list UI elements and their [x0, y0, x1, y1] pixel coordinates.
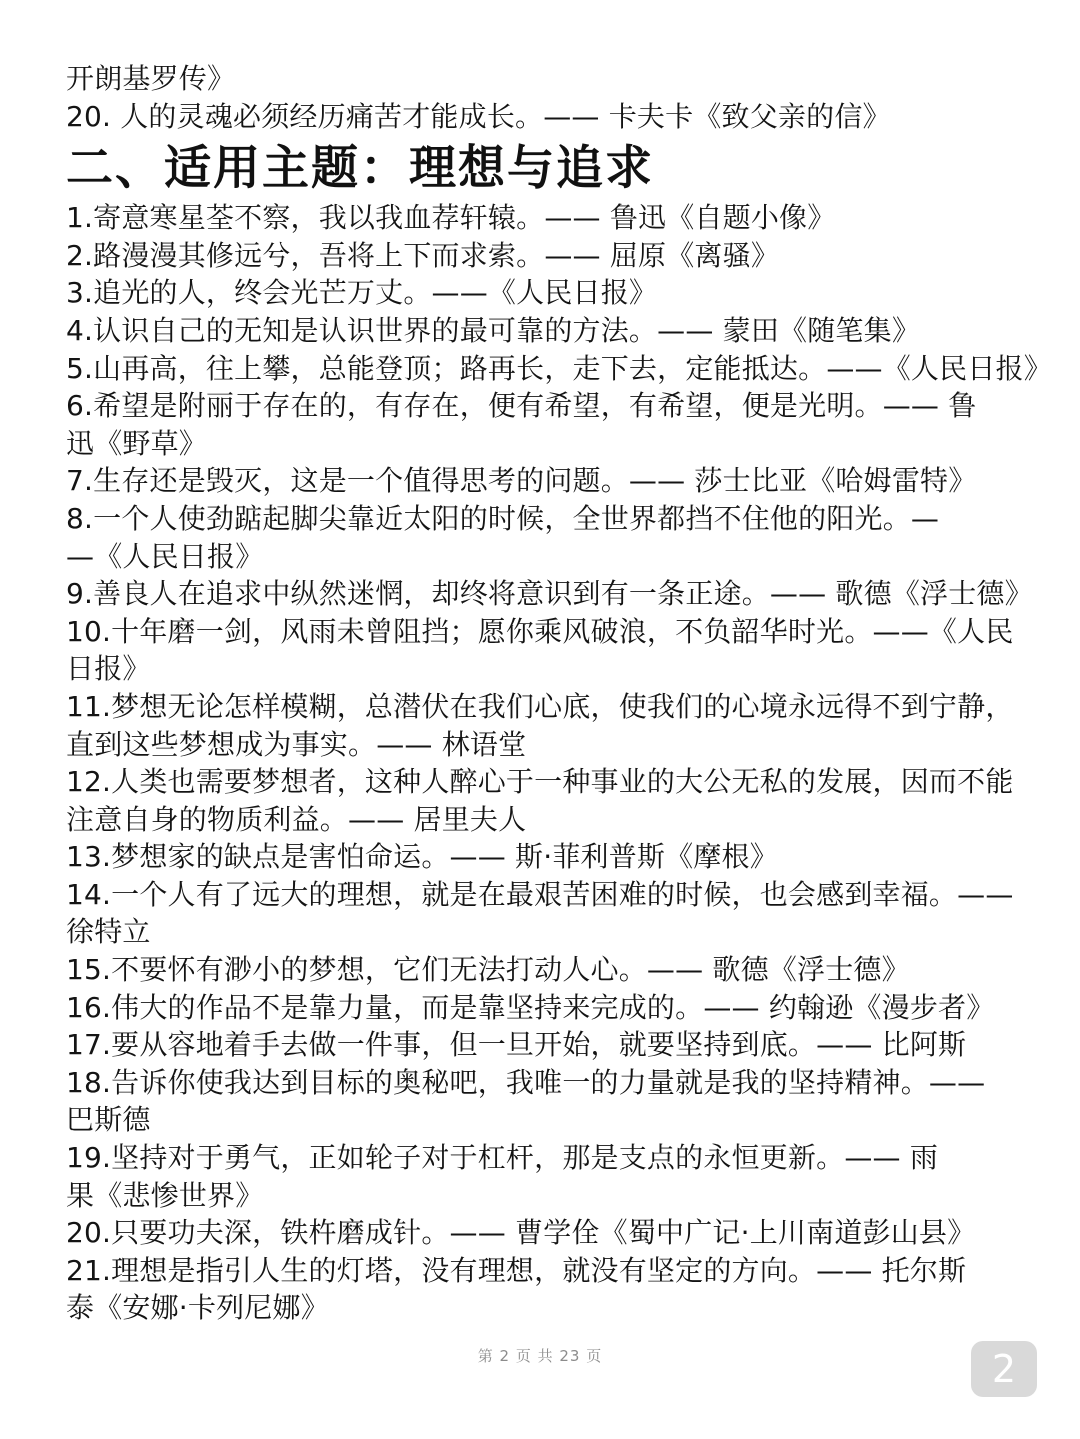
text-line: 12.人类也需要梦想者，这种人醉心于一种事业的大公无私的发展，因而不能	[66, 765, 1014, 799]
text-line: 20. 人的灵魂必须经历痛苦才能成长。—— 卡夫卡《致父亲的信》	[66, 99, 891, 133]
text-line: 21.理想是指引人生的灯塔，没有理想，就没有坚定的方向。—— 托尔斯	[66, 1253, 967, 1287]
text-line: 直到这些梦想成为事实。—— 林语堂	[66, 727, 527, 761]
text-line: 3.追光的人，终会光芒万丈。——《人民日报》	[66, 276, 658, 310]
text-line: —《人民日报》	[66, 539, 264, 573]
text-line: 开朗基罗传》	[66, 62, 236, 95]
text-line: 8.一个人使劲踮起脚尖靠近太阳的时候，全世界都挡不住他的阳光。—	[66, 501, 940, 535]
text-line: 日报》	[66, 652, 151, 686]
text-line: 巴斯德	[66, 1103, 151, 1137]
text-line: 4.认识自己的无知是认识世界的最可靠的方法。—— 蒙田《随笔集》	[66, 313, 921, 347]
text-line: 6.希望是附丽于存在的，有存在，便有希望，有希望，便是光明。—— 鲁	[66, 389, 977, 423]
text-line: 13.梦想家的缺点是害怕命运。—— 斯·菲利普斯《摩根》	[66, 840, 778, 874]
text-line: 7.生存还是毁灭，这是一个值得思考的问题。—— 莎士比亚《哈姆雷特》	[66, 464, 977, 498]
text-line: 泰《安娜·卡列尼娜》	[66, 1291, 329, 1325]
text-line: 果《悲惨世界》	[66, 1178, 264, 1212]
page-number-badge: 2	[971, 1341, 1037, 1397]
text-line: 16.伟大的作品不是靠力量，而是靠坚持来完成的。—— 约翰逊《漫步者》	[66, 990, 995, 1024]
text-line: 18.告诉你使我达到目标的奥秘吧，我唯一的力量就是我的坚持精神。——	[66, 1065, 986, 1099]
page-info: 第 2 页 共 23 页	[477, 1347, 603, 1365]
text-line: 17.要从容地着手去做一件事，但一旦开始，就要坚持到底。—— 比阿斯	[66, 1028, 967, 1062]
text-line: 2.路漫漫其修远兮，吾将上下而求索。—— 屈原《离骚》	[66, 238, 780, 272]
text-line: 徐特立	[66, 915, 151, 949]
text-line: 20.只要功夫深，铁杵磨成针。—— 曹学佺《蜀中广记·上川南道彭山县》	[66, 1216, 976, 1250]
text-line: 15.不要怀有渺小的梦想，它们无法打动人心。—— 歌德《浮士德》	[66, 953, 910, 987]
text-line: 14.一个人有了远大的理想，就是在最艰苦困难的时候，也会感到幸福。——	[66, 877, 1014, 911]
text-line: 19.坚持对于勇气，正如轮子对于杠杆，那是支点的永恒更新。—— 雨	[66, 1141, 939, 1175]
text-line: 1.寄意寒星荃不察，我以我血荐轩辕。—— 鲁迅《自题小像》	[66, 201, 836, 235]
text-line: 10.十年磨一剑，风雨未曾阻挡；愿你乘风破浪，不负韶华时光。——《人民	[66, 614, 1014, 648]
text-line: 11.梦想无论怎样模糊，总潜伏在我们心底，使我们的心境永远得不到宁静，	[66, 689, 1014, 723]
text-line: 5.山再高，往上攀，总能登顶；路再长，走下去，定能抵达。——《人民日报》	[66, 351, 1052, 385]
text-line: 注意自身的物质利益。—— 居里夫人	[66, 802, 527, 836]
document-body	[66, 60, 1052, 1327]
section-heading: 二、适用主题：理想与追求	[66, 141, 654, 197]
text-line: 迅《野草》	[66, 426, 208, 460]
text-line: 9.善良人在追求中纵然迷惘，却终将意识到有一条正途。—— 歌德《浮士德》	[66, 577, 1033, 611]
